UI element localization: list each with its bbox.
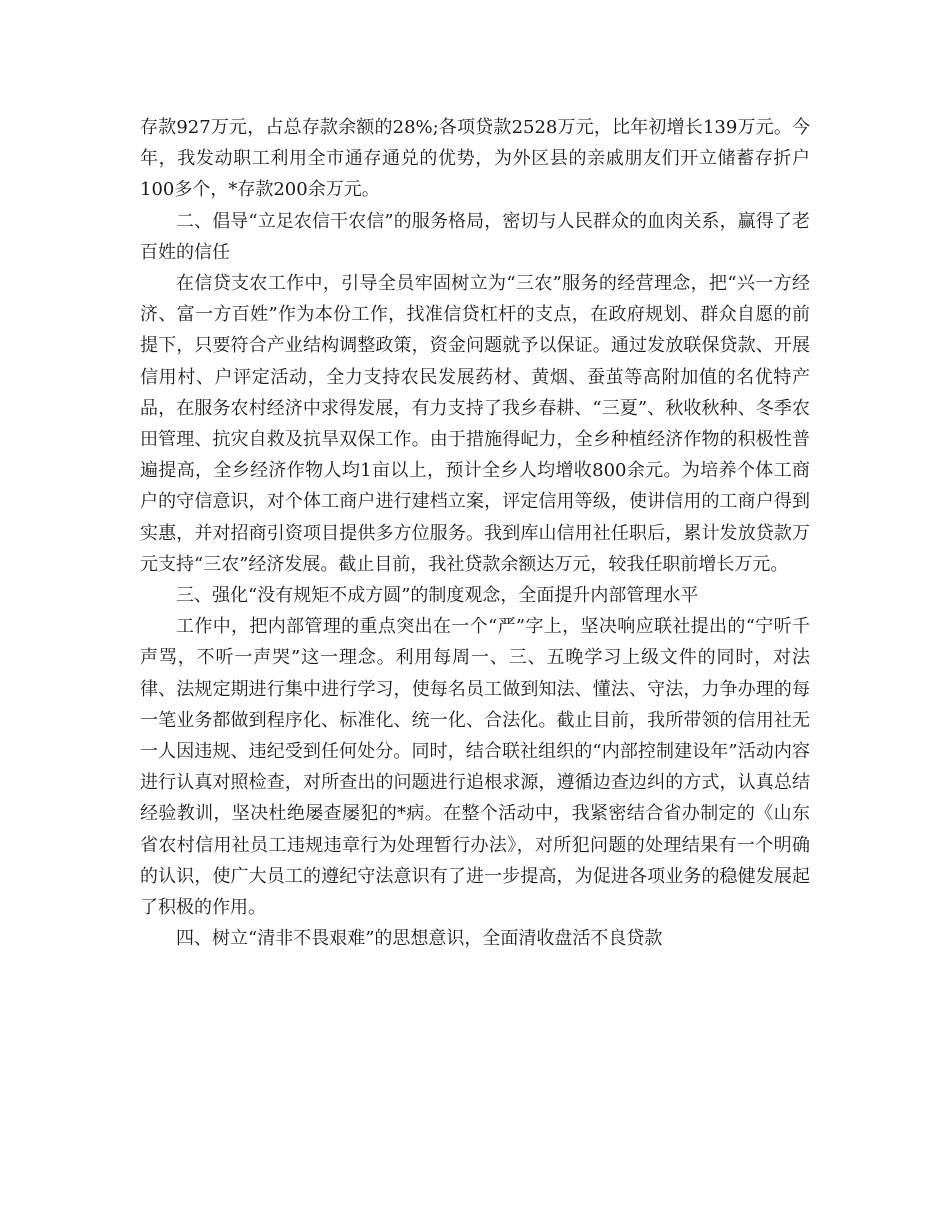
paragraph-internal-management: 工作中，把内部管理的重点突出在一个“严”字上，坚决响应联社提出的“宁听千声骂，不听一声哭”这一理念。利用每周一、三、五晚学习上级文件的同时，对法律、法规定期进行集中进行学习，使每名员工做到知法、懂法、守法，力争办理的每一笔业务都做到程序化、标准化、统一化、合法化。截止目前，我所带领的信用社无一人因违规、违纪受到任何处分。同时，结合联社组织的“内部控制建设年”活动内容进行认真对照检查，对所查出的问题进行追根求源，遵循边查边纠的方式，认真总结经验教训，坚决杜绝屡查屡犯的*病。在整个活动中，我紧密结合省办制定的《山东省农村信用社员工违规违章行为处理暂行办法》，对所犯问题的处理结果有一个明确的认识，使广大员工的遵纪守法意识有了进一步提高，为促进各项业务的稳健发展起了积极的作用。 — [140, 616, 810, 919]
paragraph-deposits-summary: 存款927万元，占总存款余额的28%;各项贷款2528万元，比年初增长139万元。今年，我发动职工利用全市通存通兑的优势，为外区县的亲戚朋友们开立储蓄存折户100多个，*存款200余万元。 — [140, 117, 810, 201]
paragraph-credit-support: 在信贷支农工作中，引导全员牢固树立为“三农”服务的经营理念，把“兴一方经济、富一方百姓”作为本份工作，找准信贷杠杆的支点，在政府规划、群众自愿的前提下，只要符合产业结构调整政策，资金问题就予以保证。通过发放联保贷款、开展信用村、户评定活动，全力支持农民发展药材、黄烟、蚕茧等高附加值的名优特产品，在服务农村经济中求得发展，有力支持了我乡春耕、“三夏”、秋收秋种、冬季农田管理、抗灾自救及抗旱双保工作。由于措施得屺力，全乡种植经济作物的积极性普遍提高，全乡经济作物人均1亩以上，预计全乡人均增收800余元。为培养个体工商户的守信意识，对个体工商户进行建档立案，评定信用等级，使讲信用的工商户得到实惠，并对招商引资项目提供多方位服务。我到库山信用社任职后，累计发放贷款万元支持“三农”经济发展。截止目前，我社贷款余额达万元，较我任职前增长万元。 — [140, 273, 810, 575]
section-heading-three: 三、强化“没有规矩不成方圆”的制度观念，全面提升内部管理水平 — [176, 585, 699, 607]
document-body — [140, 112, 810, 954]
section-heading-two: 二、倡导“立足农信干农信”的服务格局，密切与人民群众的血肉关系，赢得了老百姓的信任 — [140, 210, 810, 263]
section-heading-four: 四、树立“清非不畏艰难”的思想意识，全面清收盘活不良贷款 — [176, 928, 663, 950]
